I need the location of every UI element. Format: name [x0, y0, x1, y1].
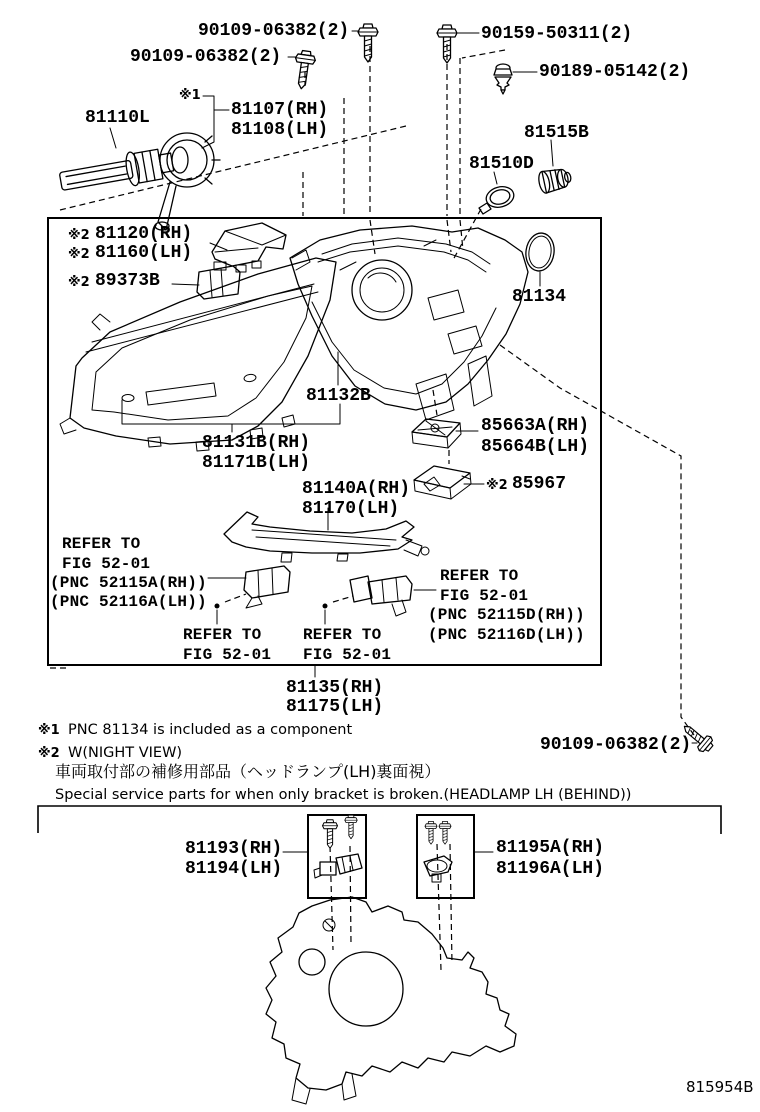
- refer-a-pnc-rh: (PNC 52115A(RH)): [50, 574, 207, 592]
- part-label-81196A: 81196A(LH): [496, 859, 605, 879]
- part-label-90159: 90159-50311(2): [481, 24, 633, 44]
- igniter-81107-drawing: [155, 133, 220, 230]
- part-label-81110L: 81110L: [85, 108, 150, 128]
- part-label-81108: 81108(LH): [231, 120, 329, 140]
- part-label-81140A: 81140A(RH): [302, 479, 411, 499]
- refer-d-pnc-rh: (PNC 52115D(RH)): [428, 606, 585, 624]
- headlamp-rear-bracket-drawing: [266, 897, 516, 1104]
- figure-code: 815954B: [686, 1078, 754, 1096]
- part-label-81175: 81175(LH): [286, 697, 384, 717]
- screw-point-left: [215, 604, 220, 609]
- socket-81515B-drawing: [537, 166, 573, 194]
- part-label-89373B: 89373B: [95, 271, 160, 291]
- part-label-81171B: 81171B(LH): [202, 453, 311, 473]
- footnote1-symbol: ※1: [38, 723, 60, 738]
- clip-52115D-drawing: [350, 576, 412, 616]
- japanese-note: 車両取付部の補修用部品（ヘッドランプ(LH)裏面視）: [55, 762, 441, 781]
- part-label-81510D: 81510D: [469, 154, 534, 174]
- part-label-85663A: 85663A(RH): [481, 416, 590, 436]
- part-label-81135: 81135(RH): [286, 678, 384, 698]
- refer-a-line2: FIG 52-01: [62, 555, 151, 573]
- refer-b-line1: REFER TO: [183, 626, 262, 644]
- part-label-81195A: 81195A(RH): [496, 838, 605, 858]
- footnote2-text: W(NIGHT VIEW): [68, 745, 183, 761]
- part-label-81134: 81134: [512, 287, 567, 307]
- part-label-81194: 81194(LH): [185, 859, 283, 879]
- note2-symbol: ※2: [68, 275, 90, 290]
- english-note: Special service parts for when only bracket is broken.(HEADLAMP LH (BEHIND)): [55, 787, 632, 803]
- refer-a-line1: REFER TO: [62, 535, 141, 553]
- refer-d-pnc-lh: (PNC 52116D(LH)): [428, 626, 585, 644]
- part-label-90189: 90189-05142(2): [539, 62, 691, 82]
- part-label-90109-bottom: 90109-06382(2): [540, 735, 692, 755]
- refer-d-line1: REFER TO: [440, 567, 519, 585]
- bottom-section-frame: [38, 806, 721, 834]
- refer-a-pnc-lh: (PNC 52116A(LH)): [50, 593, 207, 611]
- part-label-81170: 81170(LH): [302, 499, 400, 519]
- gasket-81134-drawing: [523, 231, 556, 273]
- note2-symbol: ※2: [68, 247, 90, 262]
- part-label-81132B: 81132B: [306, 386, 371, 406]
- part-label-81193: 81193(RH): [185, 839, 283, 859]
- bulb-81110L-drawing: [58, 145, 175, 198]
- bulb-81510D-drawing: [479, 184, 516, 214]
- note1-symbol: ※1: [179, 88, 201, 103]
- note2-symbol: ※2: [68, 228, 90, 243]
- part-label-81515B: 81515B: [524, 123, 589, 143]
- part-label-90109-top: 90109-06382(2): [198, 21, 350, 41]
- part-label-90109-left: 90109-06382(2): [130, 47, 282, 67]
- screw-point-right: [323, 604, 328, 609]
- refer-c-line1: REFER TO: [303, 626, 382, 644]
- part-label-81160: 81160(LH): [95, 243, 193, 263]
- refer-d-line2: FIG 52-01: [440, 587, 529, 605]
- refer-b-line2: FIG 52-01: [183, 646, 272, 664]
- part-label-85967: 85967: [512, 474, 567, 494]
- bracket-81140A-drawing: [224, 512, 429, 562]
- clip-52115A-drawing: [244, 566, 290, 608]
- part-label-81131B: 81131B(RH): [202, 433, 311, 453]
- ballast-85663A-drawing: [412, 419, 461, 448]
- refer-c-line2: FIG 52-01: [303, 646, 392, 664]
- part-label-85664B: 85664B(LH): [481, 437, 590, 457]
- footnote2-symbol: ※2: [38, 746, 60, 761]
- ecu-85967-drawing: [414, 466, 471, 499]
- part-label-81107: 81107(RH): [231, 100, 329, 120]
- bracket-81193-drawing: [314, 854, 362, 878]
- footnote1-text: PNC 81134 is included as a component: [68, 722, 353, 738]
- part-label-81120: 81120(RH): [95, 224, 193, 244]
- note2-symbol: ※2: [486, 478, 508, 493]
